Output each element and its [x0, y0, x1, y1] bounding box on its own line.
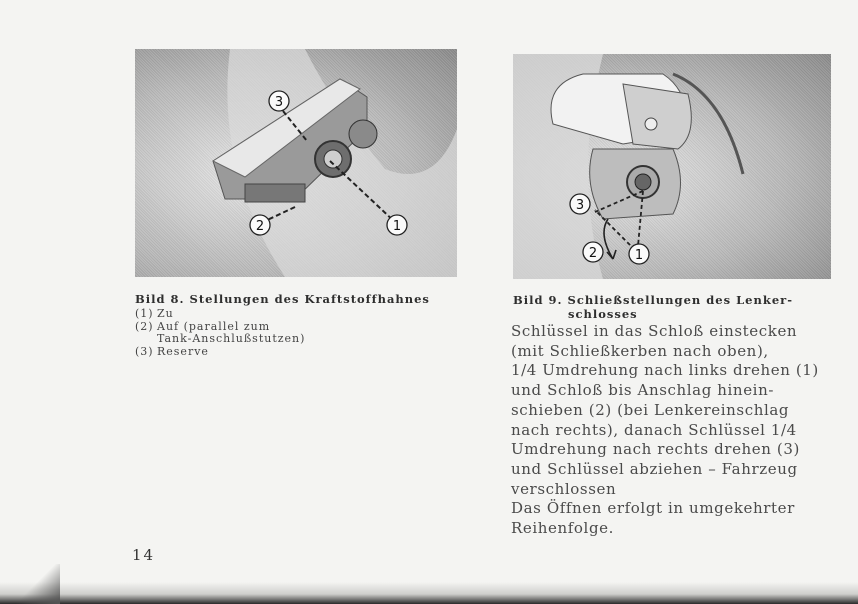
fuel-tap-photo — [135, 49, 457, 277]
steering-lock-photo — [513, 54, 831, 279]
legend-number: (1) — [135, 307, 154, 320]
steering-lock-illustration — [513, 54, 831, 279]
page-number: 14 — [132, 546, 156, 564]
instruction-line: verschlossen — [511, 479, 617, 498]
instruction-line: 1/4 Umdrehung nach links drehen (1) — [511, 361, 819, 380]
instruction-line: und Schloß bis Anschlag hinein- — [511, 381, 774, 400]
figure-9-caption-line-1: Bild 9. Schließstellungen des Lenker- — [513, 293, 793, 307]
instruction-line: schieben (2) (bei Lenkereinschlag — [511, 400, 790, 419]
legend-text: Auf (parallel zum — [157, 319, 271, 333]
page-edge-shadow — [0, 582, 858, 604]
instruction-line: nach rechts), danach Schlüssel 1/4 — [511, 420, 797, 439]
legend-text: Zu — [157, 307, 174, 320]
legend-item-2-continuation: Tank-Anschlußstutzen) — [157, 332, 306, 345]
fuel-tap-illustration — [135, 49, 457, 277]
svg-text:2: 2 — [588, 246, 598, 261]
figure-9-caption-line-2: schlosses — [568, 307, 638, 321]
instruction-line: (mit Schließkerben nach oben), — [511, 341, 769, 360]
legend-number: (2) — [135, 319, 154, 333]
lock-instructions — [511, 322, 831, 539]
svg-text:3: 3 — [274, 95, 284, 110]
legend-text: Reserve — [157, 344, 209, 358]
figure-8-legend — [135, 308, 305, 358]
instruction-line: Das Öffnen erfolgt in umgekehrter — [511, 499, 795, 518]
page-corner-curl — [0, 564, 60, 604]
svg-text:2: 2 — [255, 219, 265, 234]
legend-item-3 — [135, 346, 305, 359]
figure-8-caption: Bild 8. Stellungen des Kraftstoffhahnes — [135, 292, 430, 306]
instruction-line: Reihenfolge. — [511, 519, 614, 538]
instruction-line: Schlüssel in das Schloß einstecken — [511, 322, 798, 340]
figure-9-caption — [513, 293, 793, 321]
instruction-line: Umdrehung nach rechts drehen (3) — [511, 440, 800, 459]
instruction-line: und Schlüssel abziehen – Fahrzeug — [511, 459, 798, 478]
svg-text:1: 1 — [634, 248, 644, 263]
svg-text:3: 3 — [575, 198, 585, 213]
svg-text:1: 1 — [392, 219, 402, 234]
legend-number: (3) — [135, 344, 154, 358]
